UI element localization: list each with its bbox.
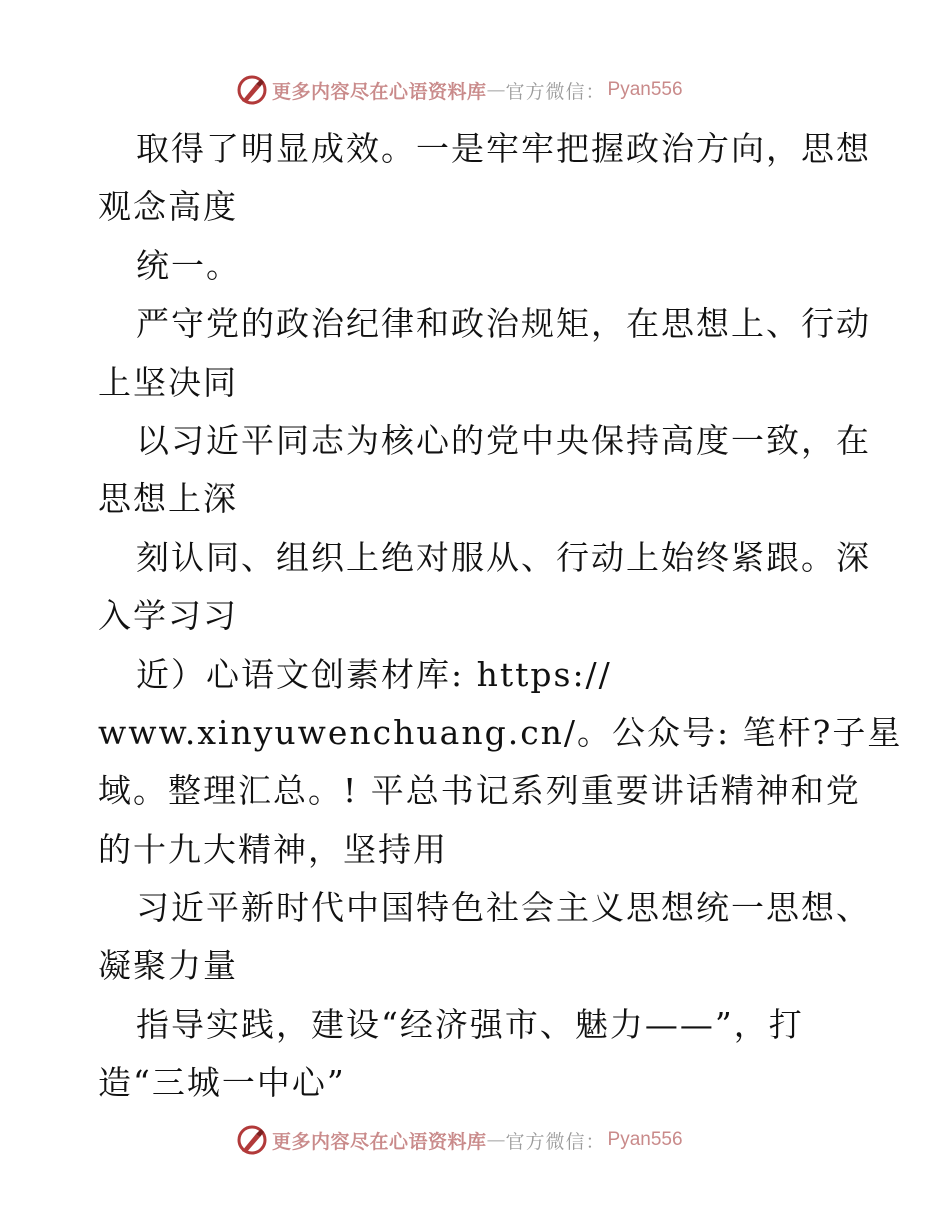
body-line: 指导实践，建设“经济强市、魅力——”，打 [136,1004,804,1044]
watermark-official: 官方微信： [505,1130,606,1153]
pen-logo-icon [236,1124,268,1156]
body-line-url: www.xinyuwenchuang.cn/。公众号: 笔杆?子星 [98,712,903,752]
body-line: 思想上深 [98,479,238,519]
watermark-text: 更多内容尽在心语资料库 [272,80,487,103]
body-line: 以习近平同志为核心的党中央保持高度一致，在 [136,420,871,460]
pen-logo-icon [236,74,268,106]
header-watermark [236,72,683,108]
body-line: 刻认同、组织上绝对服从、行动上始终紧跟。深 [136,537,871,577]
body-line: 统一。 [136,245,241,285]
document-body [98,120,903,1113]
body-line: 入学习习 [98,596,238,636]
body-line: 上坚决同 [98,362,238,402]
body-line: 凝聚力量 [98,946,238,986]
body-line: 取得了明显成效。一是牢牢把握政治方向，思想 [136,129,871,168]
watermark-wechat-id: Pyan556 [607,1129,683,1150]
watermark-official: 官方微信： [505,80,606,103]
watermark-dash: — [486,1129,506,1151]
body-line: 的十九大精神，坚持用 [98,829,448,869]
watermark-dash: — [486,79,506,101]
watermark-text: 更多内容尽在心语资料库 [272,1130,487,1153]
body-line: 严守党的政治纪律和政治规矩，在思想上、行动 [136,304,871,344]
body-line: 域。整理汇总。! 平总书记系列重要讲话精神和党 [98,771,861,811]
body-line: 观念高度 [98,187,238,227]
body-line: 近）心语文创素材库: https:// [136,654,612,694]
footer-watermark [236,1122,683,1158]
body-line: 造“三城一中心” [98,1063,346,1103]
body-line: 习近平新时代中国特色社会主义思想统一思想、 [136,888,871,928]
watermark-wechat-id: Pyan556 [607,79,683,100]
